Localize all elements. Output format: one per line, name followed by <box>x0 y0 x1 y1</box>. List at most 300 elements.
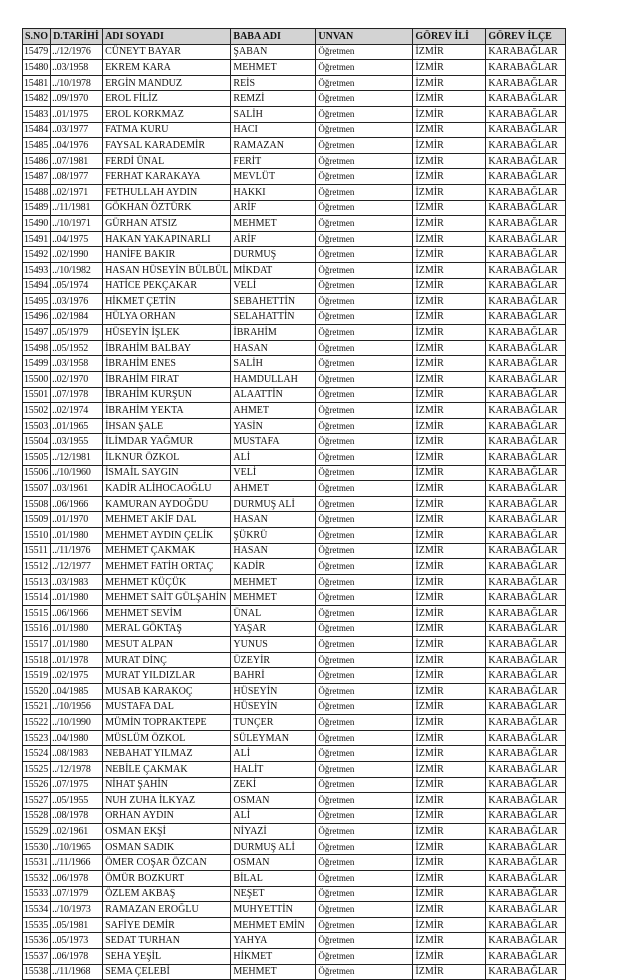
table-row <box>23 715 566 731</box>
cell-birth-date: ..02/1975 <box>51 668 103 684</box>
table-row <box>23 247 566 263</box>
cell-province: İZMİR <box>413 372 486 388</box>
cell-province: İZMİR <box>413 153 486 169</box>
cell-sno: 15480 <box>23 60 51 76</box>
table-row <box>23 262 566 278</box>
cell-sno: 15515 <box>23 605 51 621</box>
cell-title: Öğretmen <box>316 949 413 965</box>
cell-birth-date: ..03/1958 <box>51 356 103 372</box>
cell-sno: 15491 <box>23 231 51 247</box>
cell-province: İZMİR <box>413 122 486 138</box>
cell-district: KARABAĞLAR <box>486 356 566 372</box>
table-row <box>23 465 566 481</box>
cell-province: İZMİR <box>413 44 486 60</box>
cell-district: KARABAĞLAR <box>486 44 566 60</box>
cell-province: İZMİR <box>413 652 486 668</box>
table-row <box>23 418 566 434</box>
cell-sno: 15479 <box>23 44 51 60</box>
cell-title: Öğretmen <box>316 933 413 949</box>
cell-full-name: İLİMDAR YAĞMUR <box>103 434 231 450</box>
cell-title: Öğretmen <box>316 871 413 887</box>
cell-father-name: MİKDAT <box>231 262 316 278</box>
cell-full-name: RAMAZAN EROĞLU <box>103 902 231 918</box>
table-row <box>23 808 566 824</box>
cell-province: İZMİR <box>413 512 486 528</box>
table-row <box>23 106 566 122</box>
cell-title: Öğretmen <box>316 340 413 356</box>
cell-full-name: GÜRHAN ATSIZ <box>103 216 231 232</box>
cell-father-name: DURMUŞ <box>231 247 316 263</box>
cell-province: İZMİR <box>413 262 486 278</box>
cell-father-name: MEVLÜT <box>231 169 316 185</box>
cell-title: Öğretmen <box>316 574 413 590</box>
table-row <box>23 917 566 933</box>
cell-full-name: MÜMİN TOPRAKTEPE <box>103 715 231 731</box>
cell-full-name: HİKMET ÇETİN <box>103 294 231 310</box>
cell-title: Öğretmen <box>316 356 413 372</box>
cell-full-name: GÖKHAN ÖZTÜRK <box>103 200 231 216</box>
cell-birth-date: ..05/1974 <box>51 278 103 294</box>
cell-sno: 15500 <box>23 372 51 388</box>
cell-full-name: SEMA ÇELEBİ <box>103 964 231 980</box>
cell-title: Öğretmen <box>316 839 413 855</box>
cell-province: İZMİR <box>413 777 486 793</box>
cell-birth-date: ../10/1956 <box>51 699 103 715</box>
cell-father-name: DURMUŞ ALİ <box>231 839 316 855</box>
cell-father-name: ALİ <box>231 450 316 466</box>
cell-full-name: NİHAT ŞAHİN <box>103 777 231 793</box>
cell-sno: 15505 <box>23 450 51 466</box>
cell-father-name: BAHRİ <box>231 668 316 684</box>
cell-province: İZMİR <box>413 590 486 606</box>
cell-district: KARABAĞLAR <box>486 418 566 434</box>
table-body <box>23 44 566 980</box>
cell-birth-date: ..02/1974 <box>51 403 103 419</box>
cell-father-name: ZEKİ <box>231 777 316 793</box>
cell-sno: 15511 <box>23 543 51 559</box>
cell-full-name: HATİCE PEKÇAKAR <box>103 278 231 294</box>
table-row <box>23 761 566 777</box>
cell-father-name: HASAN <box>231 512 316 528</box>
cell-district: KARABAĞLAR <box>486 465 566 481</box>
cell-title: Öğretmen <box>316 184 413 200</box>
cell-birth-date: ../10/1982 <box>51 262 103 278</box>
cell-father-name: DURMUŞ ALİ <box>231 496 316 512</box>
cell-sno: 15490 <box>23 216 51 232</box>
cell-birth-date: ..02/1961 <box>51 824 103 840</box>
table-row <box>23 372 566 388</box>
cell-father-name: SALİH <box>231 106 316 122</box>
cell-sno: 15499 <box>23 356 51 372</box>
cell-title: Öğretmen <box>316 605 413 621</box>
cell-title: Öğretmen <box>316 528 413 544</box>
cell-father-name: MUHYETTİN <box>231 902 316 918</box>
cell-title: Öğretmen <box>316 325 413 341</box>
cell-province: İZMİR <box>413 839 486 855</box>
cell-province: İZMİR <box>413 933 486 949</box>
cell-title: Öğretmen <box>316 216 413 232</box>
cell-district: KARABAĞLAR <box>486 247 566 263</box>
header-sno: S.NO <box>23 29 51 45</box>
cell-sno: 15482 <box>23 91 51 107</box>
cell-birth-date: ../10/1973 <box>51 902 103 918</box>
cell-district: KARABAĞLAR <box>486 450 566 466</box>
cell-province: İZMİR <box>413 465 486 481</box>
cell-birth-date: ..03/1976 <box>51 294 103 310</box>
cell-birth-date: ../11/1981 <box>51 200 103 216</box>
cell-full-name: FATMA KURU <box>103 122 231 138</box>
cell-district: KARABAĞLAR <box>486 871 566 887</box>
cell-title: Öğretmen <box>316 403 413 419</box>
cell-father-name: FERİT <box>231 153 316 169</box>
cell-birth-date: ..05/1981 <box>51 917 103 933</box>
cell-title: Öğretmen <box>316 247 413 263</box>
cell-district: KARABAĞLAR <box>486 559 566 575</box>
cell-sno: 15501 <box>23 387 51 403</box>
cell-full-name: HAKAN YAKAPINARLI <box>103 231 231 247</box>
table-row <box>23 933 566 949</box>
cell-province: İZMİR <box>413 496 486 512</box>
cell-district: KARABAĞLAR <box>486 668 566 684</box>
cell-title: Öğretmen <box>316 964 413 980</box>
cell-sno: 15513 <box>23 574 51 590</box>
cell-birth-date: ..05/1952 <box>51 340 103 356</box>
table-row <box>23 637 566 653</box>
cell-title: Öğretmen <box>316 652 413 668</box>
cell-title: Öğretmen <box>316 294 413 310</box>
table-row <box>23 652 566 668</box>
table-row <box>23 294 566 310</box>
table-row <box>23 496 566 512</box>
cell-province: İZMİR <box>413 309 486 325</box>
table-row <box>23 75 566 91</box>
cell-birth-date: ..07/1979 <box>51 886 103 902</box>
cell-province: İZMİR <box>413 169 486 185</box>
cell-province: İZMİR <box>413 278 486 294</box>
table-row <box>23 964 566 980</box>
cell-district: KARABAĞLAR <box>486 153 566 169</box>
cell-district: KARABAĞLAR <box>486 512 566 528</box>
header-district: GÖREV İLÇE <box>486 29 566 45</box>
cell-birth-date: ..03/1961 <box>51 481 103 497</box>
table-row <box>23 309 566 325</box>
cell-sno: 15504 <box>23 434 51 450</box>
cell-full-name: EKREM KARA <box>103 60 231 76</box>
cell-full-name: MEHMET AYDIN ÇELİK <box>103 528 231 544</box>
cell-title: Öğretmen <box>316 824 413 840</box>
cell-birth-date: ../10/1965 <box>51 839 103 855</box>
cell-full-name: NEBAHAT YILMAZ <box>103 746 231 762</box>
cell-title: Öğretmen <box>316 761 413 777</box>
cell-sno: 15508 <box>23 496 51 512</box>
cell-father-name: MEHMET <box>231 60 316 76</box>
cell-birth-date: ..09/1970 <box>51 91 103 107</box>
cell-province: İZMİR <box>413 418 486 434</box>
cell-full-name: ÖMER COŞAR ÖZCAN <box>103 855 231 871</box>
cell-district: KARABAĞLAR <box>486 824 566 840</box>
cell-birth-date: ..01/1980 <box>51 637 103 653</box>
cell-province: İZMİR <box>413 824 486 840</box>
cell-birth-date: ../10/1978 <box>51 75 103 91</box>
cell-father-name: VELİ <box>231 465 316 481</box>
cell-birth-date: ..08/1978 <box>51 808 103 824</box>
cell-birth-date: ..04/1985 <box>51 683 103 699</box>
cell-title: Öğretmen <box>316 434 413 450</box>
table-row <box>23 512 566 528</box>
cell-full-name: ÖMÜR BOZKURT <box>103 871 231 887</box>
cell-father-name: MEHMET <box>231 216 316 232</box>
cell-father-name: MEHMET <box>231 590 316 606</box>
cell-province: İZMİR <box>413 949 486 965</box>
cell-title: Öğretmen <box>316 44 413 60</box>
cell-district: KARABAĞLAR <box>486 325 566 341</box>
table-row <box>23 278 566 294</box>
cell-title: Öğretmen <box>316 902 413 918</box>
cell-title: Öğretmen <box>316 683 413 699</box>
cell-province: İZMİR <box>413 60 486 76</box>
cell-province: İZMİR <box>413 434 486 450</box>
cell-district: KARABAĞLAR <box>486 200 566 216</box>
cell-title: Öğretmen <box>316 153 413 169</box>
cell-full-name: SEDAT TURHAN <box>103 933 231 949</box>
cell-father-name: ALİ <box>231 746 316 762</box>
cell-title: Öğretmen <box>316 886 413 902</box>
cell-district: KARABAĞLAR <box>486 808 566 824</box>
cell-birth-date: ..07/1978 <box>51 387 103 403</box>
header-row <box>23 29 566 45</box>
cell-district: KARABAĞLAR <box>486 184 566 200</box>
table-row <box>23 60 566 76</box>
cell-father-name: SÜLEYMAN <box>231 730 316 746</box>
cell-full-name: FAYSAL KARADEMİR <box>103 138 231 154</box>
table-row <box>23 122 566 138</box>
cell-title: Öğretmen <box>316 231 413 247</box>
table-row <box>23 184 566 200</box>
cell-title: Öğretmen <box>316 668 413 684</box>
cell-father-name: AHMET <box>231 403 316 419</box>
cell-province: İZMİR <box>413 637 486 653</box>
cell-father-name: ÜNAL <box>231 605 316 621</box>
cell-province: İZMİR <box>413 793 486 809</box>
table-row <box>23 91 566 107</box>
cell-sno: 15496 <box>23 309 51 325</box>
header-birth-date: D.TARİHİ <box>51 29 103 45</box>
cell-full-name: MEHMET ÇAKMAK <box>103 543 231 559</box>
cell-district: KARABAĞLAR <box>486 387 566 403</box>
cell-title: Öğretmen <box>316 262 413 278</box>
cell-title: Öğretmen <box>316 590 413 606</box>
cell-father-name: ALAATTİN <box>231 387 316 403</box>
cell-title: Öğretmen <box>316 793 413 809</box>
cell-title: Öğretmen <box>316 465 413 481</box>
cell-title: Öğretmen <box>316 621 413 637</box>
cell-province: İZMİR <box>413 247 486 263</box>
cell-birth-date: ..04/1980 <box>51 730 103 746</box>
table-row <box>23 153 566 169</box>
cell-father-name: ARİF <box>231 231 316 247</box>
cell-district: KARABAĞLAR <box>486 917 566 933</box>
cell-father-name: YUNUS <box>231 637 316 653</box>
cell-province: İZMİR <box>413 138 486 154</box>
cell-full-name: İBRAHİM FIRAT <box>103 372 231 388</box>
table-row <box>23 590 566 606</box>
cell-full-name: MERAL GÖKTAŞ <box>103 621 231 637</box>
cell-birth-date: ..02/1990 <box>51 247 103 263</box>
cell-province: İZMİR <box>413 231 486 247</box>
cell-sno: 15487 <box>23 169 51 185</box>
table-row <box>23 340 566 356</box>
cell-full-name: ÖZLEM AKBAŞ <box>103 886 231 902</box>
cell-full-name: OSMAN EKŞİ <box>103 824 231 840</box>
cell-father-name: HACI <box>231 122 316 138</box>
cell-province: İZMİR <box>413 528 486 544</box>
cell-full-name: SAFİYE DEMİR <box>103 917 231 933</box>
cell-full-name: KAMURAN AYDOĞDU <box>103 496 231 512</box>
cell-birth-date: ..01/1980 <box>51 590 103 606</box>
cell-birth-date: ..03/1983 <box>51 574 103 590</box>
table-row <box>23 169 566 185</box>
cell-full-name: İBRAHİM KURŞUN <box>103 387 231 403</box>
cell-sno: 15506 <box>23 465 51 481</box>
cell-title: Öğretmen <box>316 309 413 325</box>
cell-title: Öğretmen <box>316 418 413 434</box>
cell-district: KARABAĞLAR <box>486 372 566 388</box>
cell-sno: 15507 <box>23 481 51 497</box>
cell-title: Öğretmen <box>316 60 413 76</box>
table-row <box>23 44 566 60</box>
cell-district: KARABAĞLAR <box>486 683 566 699</box>
table-row <box>23 543 566 559</box>
cell-title: Öğretmen <box>316 75 413 91</box>
cell-birth-date: ..04/1975 <box>51 231 103 247</box>
cell-province: İZMİR <box>413 356 486 372</box>
cell-title: Öğretmen <box>316 512 413 528</box>
cell-full-name: İBRAHİM ENES <box>103 356 231 372</box>
cell-full-name: İBRAHİM BALBAY <box>103 340 231 356</box>
cell-district: KARABAĞLAR <box>486 216 566 232</box>
cell-father-name: BİLAL <box>231 871 316 887</box>
cell-district: KARABAĞLAR <box>486 60 566 76</box>
cell-full-name: CÜNEYT BAYAR <box>103 44 231 60</box>
cell-birth-date: ../12/1978 <box>51 761 103 777</box>
cell-full-name: FETHULLAH AYDIN <box>103 184 231 200</box>
cell-sno: 15509 <box>23 512 51 528</box>
cell-sno: 15516 <box>23 621 51 637</box>
cell-full-name: HÜSEYİN İŞLEK <box>103 325 231 341</box>
cell-father-name: REMZİ <box>231 91 316 107</box>
cell-title: Öğretmen <box>316 138 413 154</box>
cell-district: KARABAĞLAR <box>486 964 566 980</box>
cell-title: Öğretmen <box>316 777 413 793</box>
cell-sno: 15519 <box>23 668 51 684</box>
table-row <box>23 403 566 419</box>
cell-district: KARABAĞLAR <box>486 543 566 559</box>
cell-full-name: MURAT YILDIZLAR <box>103 668 231 684</box>
cell-district: KARABAĞLAR <box>486 621 566 637</box>
cell-full-name: EROL FİLİZ <box>103 91 231 107</box>
cell-province: İZMİR <box>413 871 486 887</box>
cell-district: KARABAĞLAR <box>486 481 566 497</box>
cell-sno: 15534 <box>23 902 51 918</box>
table-row <box>23 605 566 621</box>
cell-full-name: İBRAHİM YEKTA <box>103 403 231 419</box>
table-row <box>23 949 566 965</box>
header-title: UNVAN <box>316 29 413 45</box>
cell-birth-date: ..01/1970 <box>51 512 103 528</box>
cell-sno: 15526 <box>23 777 51 793</box>
cell-province: İZMİR <box>413 481 486 497</box>
cell-sno: 15536 <box>23 933 51 949</box>
cell-province: İZMİR <box>413 574 486 590</box>
cell-father-name: SELAHATTİN <box>231 309 316 325</box>
cell-sno: 15514 <box>23 590 51 606</box>
cell-title: Öğretmen <box>316 278 413 294</box>
cell-full-name: İHSAN ŞALE <box>103 418 231 434</box>
cell-sno: 15530 <box>23 839 51 855</box>
table-row <box>23 231 566 247</box>
cell-full-name: MEHMET AKİF DAL <box>103 512 231 528</box>
cell-district: KARABAĞLAR <box>486 403 566 419</box>
cell-birth-date: ../12/1976 <box>51 44 103 60</box>
cell-sno: 15518 <box>23 652 51 668</box>
cell-district: KARABAĞLAR <box>486 652 566 668</box>
cell-birth-date: ..08/1977 <box>51 169 103 185</box>
cell-sno: 15481 <box>23 75 51 91</box>
cell-father-name: HAKKI <box>231 184 316 200</box>
cell-full-name: NEBİLE ÇAKMAK <box>103 761 231 777</box>
cell-province: İZMİR <box>413 605 486 621</box>
cell-province: İZMİR <box>413 403 486 419</box>
cell-district: KARABAĞLAR <box>486 886 566 902</box>
cell-birth-date: ..06/1966 <box>51 605 103 621</box>
cell-province: İZMİR <box>413 715 486 731</box>
cell-father-name: HÜSEYİN <box>231 699 316 715</box>
cell-father-name: SEBAHETTİN <box>231 294 316 310</box>
cell-father-name: REİS <box>231 75 316 91</box>
cell-sno: 15538 <box>23 964 51 980</box>
personnel-table <box>22 28 566 980</box>
cell-sno: 15537 <box>23 949 51 965</box>
table-row <box>23 824 566 840</box>
cell-sno: 15533 <box>23 886 51 902</box>
table-row <box>23 138 566 154</box>
cell-district: KARABAĞLAR <box>486 902 566 918</box>
cell-title: Öğretmen <box>316 746 413 762</box>
cell-district: KARABAĞLAR <box>486 855 566 871</box>
cell-title: Öğretmen <box>316 372 413 388</box>
table-row <box>23 730 566 746</box>
cell-birth-date: ..01/1980 <box>51 621 103 637</box>
cell-district: KARABAĞLAR <box>486 637 566 653</box>
cell-full-name: FERHAT KARAKAYA <box>103 169 231 185</box>
cell-province: İZMİR <box>413 761 486 777</box>
cell-title: Öğretmen <box>316 699 413 715</box>
cell-birth-date: ../11/1976 <box>51 543 103 559</box>
cell-district: KARABAĞLAR <box>486 730 566 746</box>
cell-title: Öğretmen <box>316 543 413 559</box>
table-row <box>23 683 566 699</box>
table-row <box>23 886 566 902</box>
cell-province: İZMİR <box>413 91 486 107</box>
cell-full-name: KADİR ALİHOCAOĞLU <box>103 481 231 497</box>
cell-province: İZMİR <box>413 559 486 575</box>
table-row <box>23 871 566 887</box>
cell-birth-date: ../11/1966 <box>51 855 103 871</box>
cell-district: KARABAĞLAR <box>486 605 566 621</box>
cell-father-name: MEHMET EMİN <box>231 917 316 933</box>
cell-full-name: NUH ZUHA İLKYAZ <box>103 793 231 809</box>
cell-title: Öğretmen <box>316 169 413 185</box>
